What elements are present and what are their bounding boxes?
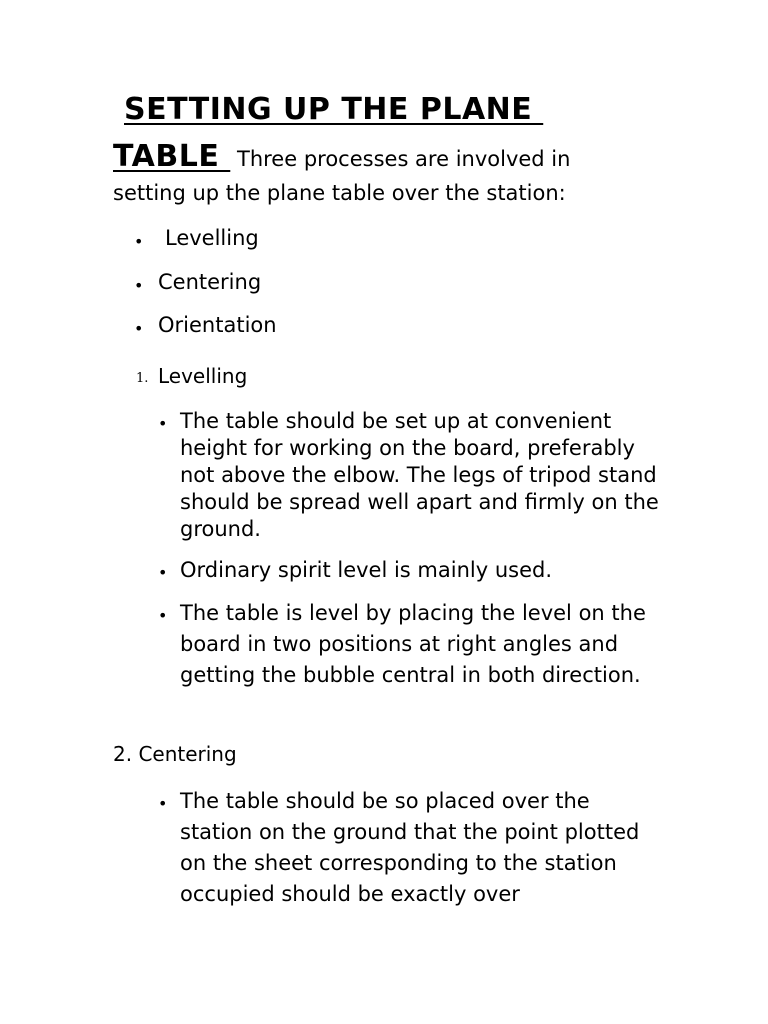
bullet-dot: • <box>158 606 168 625</box>
bullet-dot: • <box>158 794 168 813</box>
section-1-bullet-2: Ordinary spirit level is mainly used. <box>180 558 553 582</box>
bullet-dot: • <box>134 319 144 338</box>
section-1-number: 1. <box>136 371 149 386</box>
section-1-heading: Levelling <box>158 364 248 388</box>
section-1-bullet-1: The table should be set up at convenient height for working on the board, preferably not above the elbow. The legs of tripod stand should be spread well apart and firmly on the ground. <box>180 409 659 541</box>
intro-text-line-2: setting up the plane table over the station: <box>113 181 566 205</box>
bullet-dot: • <box>158 563 168 582</box>
title-line-2: TABLE <box>113 139 231 174</box>
section-2-heading: 2. Centering <box>113 742 237 766</box>
process-item-orientation: Orientation <box>158 313 277 337</box>
process-item-centering: Centering <box>158 270 262 294</box>
section-1-bullet-3: The table is level by placing the level on the board in two positions at right angles and getting the bubble central in both direction. <box>180 601 646 687</box>
bullet-dot: • <box>134 276 144 295</box>
title-line-1: SETTING UP THE PLANE <box>124 92 544 127</box>
bullet-dot: • <box>158 414 168 433</box>
bullet-dot: • <box>134 232 144 251</box>
section-2-bullet-1: The table should be so placed over the station on the ground that the point plotted on the sheet corresponding to the station occupied should be exactly over <box>180 789 640 906</box>
intro-text-line-1: Three processes are involved in <box>237 147 571 171</box>
process-item-levelling: Levelling <box>165 226 259 250</box>
